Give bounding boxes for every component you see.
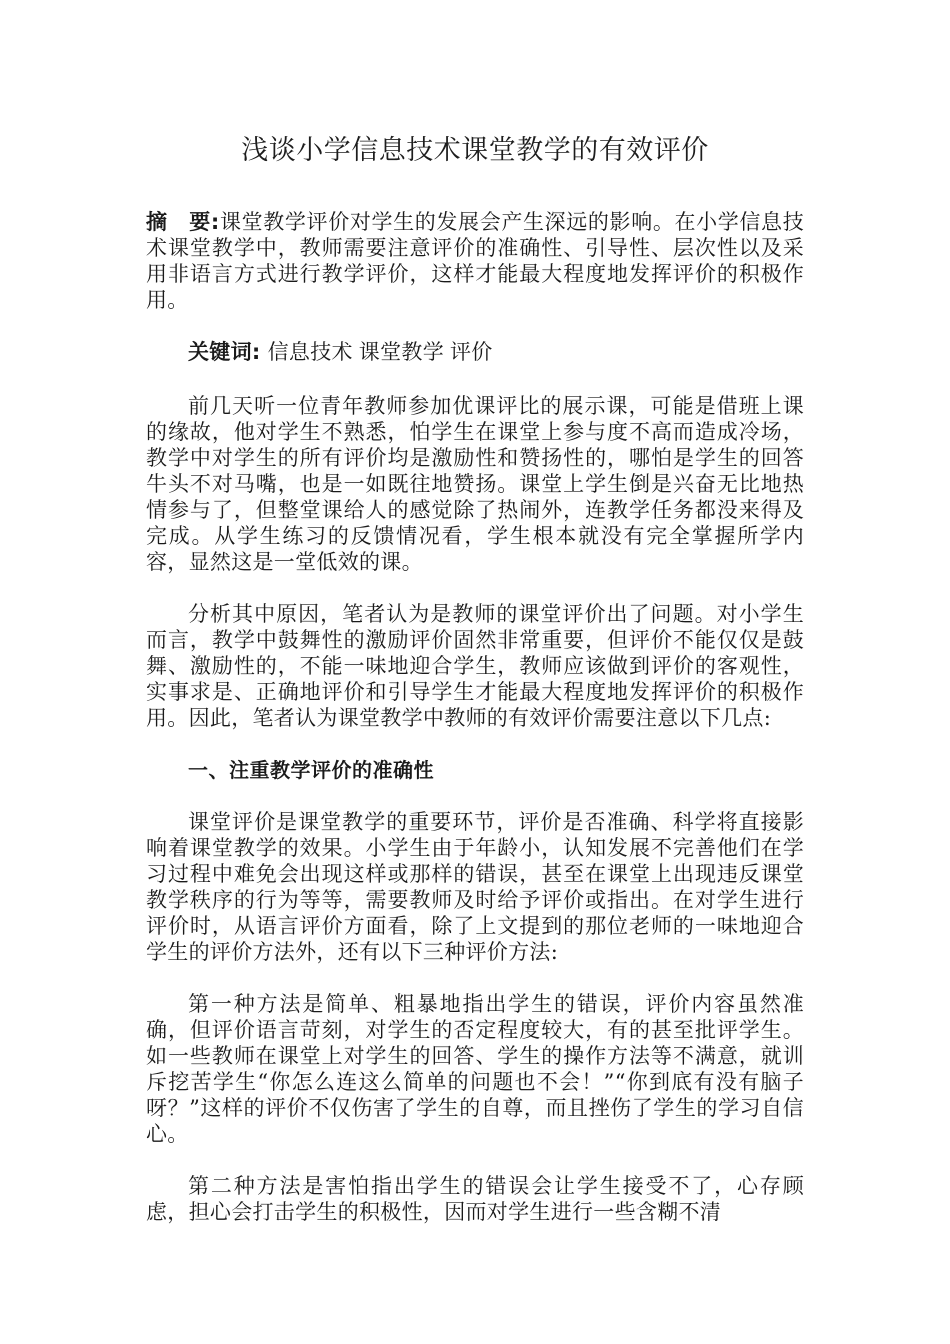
document-title: 浅谈小学信息技术课堂教学的有效评价	[241, 135, 709, 166]
keyword-item: 信息技术	[267, 340, 353, 364]
body-paragraph: 分析其中原因，笔者认为是教师的课堂评价出了问题。对小学生而言，教学中鼓舞性的激励评价固然非常重要，但评价不能仅仅是鼓舞、激励性的，不能一味地迎合学生，教师应该做到评价的客观性，实事求是、正确地评价和引导学生才能最大程度地发挥评价的积极作用。因此，笔者认为课堂教学中教师的有效评价需要注意以下几点:	[146, 602, 804, 730]
body-paragraph: 课堂评价是课堂教学的重要环节，评价是否准确、科学将直接影响着课堂教学的效果。小学生由于年龄小，认知发展不完善他们在学习过程中难免会出现这样或那样的错误，甚至在课堂上出现违反课堂教学秩序的行为等等，需要教师及时给予评价或指出。在对学生进行评价时，从语言评价方面看，除了上文提到的那位老师的一味地迎合学生的评价方法外，还有以下三种评价方法:	[146, 810, 804, 964]
section-heading: 一、注重教学评价的准确性	[188, 758, 434, 782]
abstract-label: 摘 要:	[146, 210, 220, 234]
keywords-label: 关键词:	[188, 340, 261, 364]
abstract-text: 课堂教学评价对学生的发展会产生深远的影响。在小学信息技术课堂教学中，教师需要注意评价的准确性、引导性、层次性以及采用非语言方式进行教学评价，这样才能最大程度地发挥评价的积极作用。	[146, 210, 804, 312]
body-paragraph: 第一种方法是简单、粗暴地指出学生的错误，评价内容虽然准确，但评价语言苛刻，对学生的否定程度较大，有的甚至批评学生。如一些教师在课堂上对学生的回答、学生的操作方法等不满意，就训斥挖苦学生“你怎么连这么简单的问题也不会！”“你到底有没有脑子呀？”这样的评价不仅伤害了学生的自尊，而且挫伤了学生的学习自信心。	[146, 992, 804, 1146]
body-paragraph: 前几天听一位青年教师参加优课评比的展示课，可能是借班上课的缘故，他对学生不熟悉，怕学生在课堂上参与度不高而造成冷场，教学中对学生的所有评价均是激励性和赞扬性的，哪怕是学生的回答牛头不对马嘴，也是一如既往地赞扬。课堂上学生倒是兴奋无比地热情参与了，但整堂课给人的感觉除了热闹外，连教学任务都没来得及完成。从学生练习的反馈情况看，学生根本就没有完全掌握所学内容，显然这是一堂低效的课。	[146, 394, 804, 574]
keyword-item: 评价	[450, 340, 493, 364]
abstract	[146, 209, 804, 313]
keywords	[146, 339, 804, 365]
body-paragraph: 第二种方法是害怕指出学生的错误会让学生接受不了，心存顾虑，担心会打击学生的积极性，因而对学生进行一些含糊不清	[146, 1174, 804, 1224]
keyword-item: 课堂教学	[358, 340, 444, 364]
